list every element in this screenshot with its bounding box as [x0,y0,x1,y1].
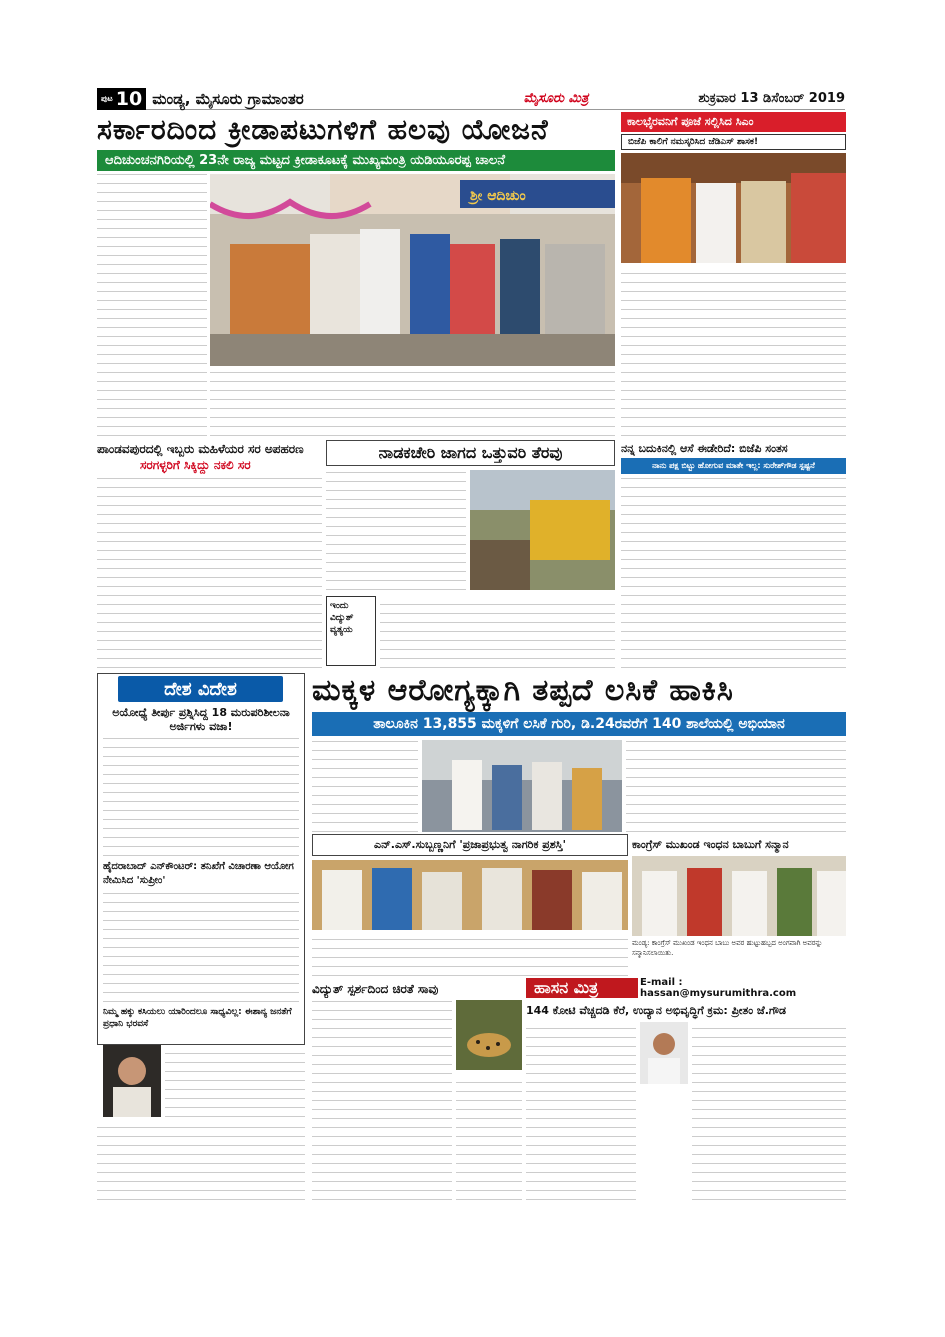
paper-logo: ಮೈಸೂರು ಮಿತ್ರ [523,91,589,106]
nataka-photo-art [470,470,615,590]
lead-photo [210,174,615,366]
vidyut-text2 [456,1074,522,1200]
hassan-email: E-mail : hassan@mysurumithra.com [640,977,797,999]
congress-caption: ಮಂಡ್ಯ: ಕಾಂಗ್ರೆಸ್ ಮುಖಂಡ ಇಂಧನ ಬಾಬು ಅವರ ಹುಟ್ಟುಹಬ್ಬದ ಅಂಗವಾಗಿ ಅವರನ್ನು ಸನ್ಮಾನಿಸಲಾಯಿತು. [632,939,823,957]
congress-photo-art [632,856,846,936]
nataka-text [326,470,466,590]
kalabhairava-photo [621,153,846,263]
hassan-text1 [526,1022,636,1200]
pandavapura-headline: ಪಾಂಡವಪುರದಲ್ಲಿ ಇಬ್ಬರು ಮಹಿಳೆಯರ ಸರ ಅಪಹರಣ [97,442,304,456]
lead-text-col1 [97,174,207,436]
prajaprabhutva-text [312,932,628,976]
vaccine-subheadline: ತಾಲೂಕಿನ 13,855 ಮಕ್ಕಳಿಗೆ ಲಸಿಕೆ ಗುರಿ, ಡಿ.24ರವರೆಗೆ 140 ಶಾಲೆಯಲ್ಲಿ ಅಭಿಯಾನ [312,712,846,736]
pandavapura-subhead: ಸರಗಳ್ಳರಿಗೆ ಸಿಕ್ಕಿದ್ದು ನಕಲಿ ಸರ [140,458,251,472]
kalabhairava-headline: ಕಾಲಭೈರವನಿಗೆ ಪೂಜೆ ಸಲ್ಲಿಸಿದ ಸಿಎಂ [621,112,846,132]
kalabhairava-text [621,266,846,436]
congress-photo [632,856,846,936]
vaccine-headline: ಮಕ್ಕಳ ಆರೋಗ್ಯಕ್ಕಾಗಿ ತಪ್ಪದೆ ಲಸಿಕೆ ಹಾಕಿಸಿ [312,673,734,708]
modi-photo [103,1045,161,1117]
power-cut-box: ಇಂದು ವಿದ್ಯುತ್ ವ್ಯತ್ಯಯ [326,596,376,666]
section-title: ಮಂಡ್ಯ, ಮೈಸೂರು ಗ್ರಾಮಾಂತರ [152,89,304,108]
vaccine-text2 [626,740,846,832]
badhri-subhead: ನಾನು ಪಕ್ಷ ಬಿಟ್ಟು ಹೋಗುವ ಮಾತೇ ಇಲ್ಲ: ಸುರೇಶ್‌ಗೌಡ ಸ್ಪಷ್ಟನೆ [621,458,846,474]
desha-headline2: ಹೈದರಾಬಾದ್ ಎನ್‌ಕೌಂಟರ್: ತನಿಖೆಗೆ ವಿಚಾರಣಾ ಆಯೋಗ ನೇಮಿಸಿದ 'ಸುಪ್ರೀಂ' [103,861,294,886]
prajaprabhutva-photo-art [312,860,628,930]
vidyut-text1 [312,1000,452,1200]
desha-headline3: ನಿಮ್ಮ ಹಕ್ಕು ಕಸಿಯಲು ಯಾರಿಂದಲೂ ಸಾಧ್ಯವಿಲ್ಲ: ಈಶಾನ್ಯ ಜನತೆಗೆ ಪ್ರಧಾನಿ ಭರವಸೆ [103,1007,292,1029]
page-number: 10 [115,87,143,110]
kalabhairava-photo-art [621,153,846,263]
vaccine-photo [422,740,622,832]
nataka-text2 [380,596,615,668]
lead-subheadline: ಆದಿಚುಂಚನಗಿರಿಯಲ್ಲಿ 23ನೇ ರಾಜ್ಯ ಮಟ್ಟದ ಕ್ರೀಡಾಕೂಟಕ್ಕೆ ಮುಖ್ಯಮಂತ್ರಿ ಯಡಿಯೂರಪ್ಪ ಚಾಲನೆ [97,150,615,171]
lead-photo-art [210,174,615,366]
desha-text3 [165,1045,305,1117]
modi-photo-art [103,1045,161,1117]
lead-headline: ಸರ್ಕಾರದಿಂದ ಕ್ರೀಡಾಪಟುಗಳಿಗೆ ಹಲವು ಯೋಜನೆ [97,113,549,146]
desha-text1 [103,738,299,856]
vaccine-photo-art [422,740,622,832]
nataka-photo [470,470,615,590]
prajaprabhutva-photo [312,860,628,930]
nataka-headline: ನಾಡಕಚೇರಿ ಜಾಗದ ಒತ್ತುವರಿ ತೆರವು [326,440,615,466]
vaccine-text1 [312,740,418,832]
page-label: ಪುಟ [101,93,113,103]
desha-label: ದೇಶ ವಿದೇಶ [118,676,283,702]
desha-headline1: ಅಯೋಧ್ಯೆ ತೀರ್ಪು ಪ್ರಶ್ನಿಸಿದ್ದ 18 ಮರುಪರಿಶೀಲನಾ ಅರ್ಜಿಗಳು ವಜಾ! [112,706,290,733]
preetham-photo [640,1022,688,1084]
hassan-text2 [692,1022,846,1200]
leopard-photo-art [456,1000,522,1070]
hassan-headline: 144 ಕೋಟಿ ವೆಚ್ಚದಡಿ ಕೆರೆ, ಉದ್ಯಾನ ಅಭಿವೃದ್ಧಿಗೆ ಕ್ರಮ: ಪ್ರೀತಂ ಜೆ.ಗೌಡ [526,1004,786,1017]
kalabhairava-subhead: ಬಿಜೆಪಿ ಕಾಲಿಗೆ ನಮಸ್ಕರಿಸಿದ ಜೆಡಿಎಸ್ ಶಾಸಕ! [621,134,846,150]
leopard-photo [456,1000,522,1070]
page-number-box [97,88,146,110]
prajaprabhutva-headline: ಎನ್.ಎಸ್.ಸುಬ್ಬಣ್ಣನಿಗೆ 'ಪ್ರಜಾಪ್ರಭುತ್ವ ನಾಗರಿಕ ಪ್ರಶಸ್ತಿ' [312,834,628,856]
vidyut-headline: ವಿದ್ಯುತ್ ಸ್ಪರ್ಶದಿಂದ ಚಿರತೆ ಸಾವು [312,982,439,996]
desha-text2 [103,892,299,1002]
photo-banner-text: ಶ್ರೀ ಆದಿಚುಂ [470,188,526,204]
preetham-photo-art [640,1022,688,1084]
hassan-label: ಹಾಸನ ಮಿತ್ರ [526,978,638,998]
desha-text4 [97,1120,305,1200]
badhri-headline: ನನ್ನ ಬದುಕಿನಲ್ಲಿ ಆಸೆ ಈಡೇರಿದೆ: ಬಿಜೆಪಿ ಸಂತಸ [621,442,788,455]
lead-text-lower [210,370,615,436]
pandavapura-text [97,474,322,668]
congress-headline: ಕಾಂಗ್ರೆಸ್ ಮುಖಂಡ ಇಂಧನ ಬಾಬುಗೆ ಸನ್ಮಾನ [632,838,789,851]
page-header [97,88,845,110]
issue-date: ಶುಕ್ರವಾರ 13 ಡಿಸೆಂಬರ್ 2019 [698,91,845,106]
badhri-text [621,478,846,668]
